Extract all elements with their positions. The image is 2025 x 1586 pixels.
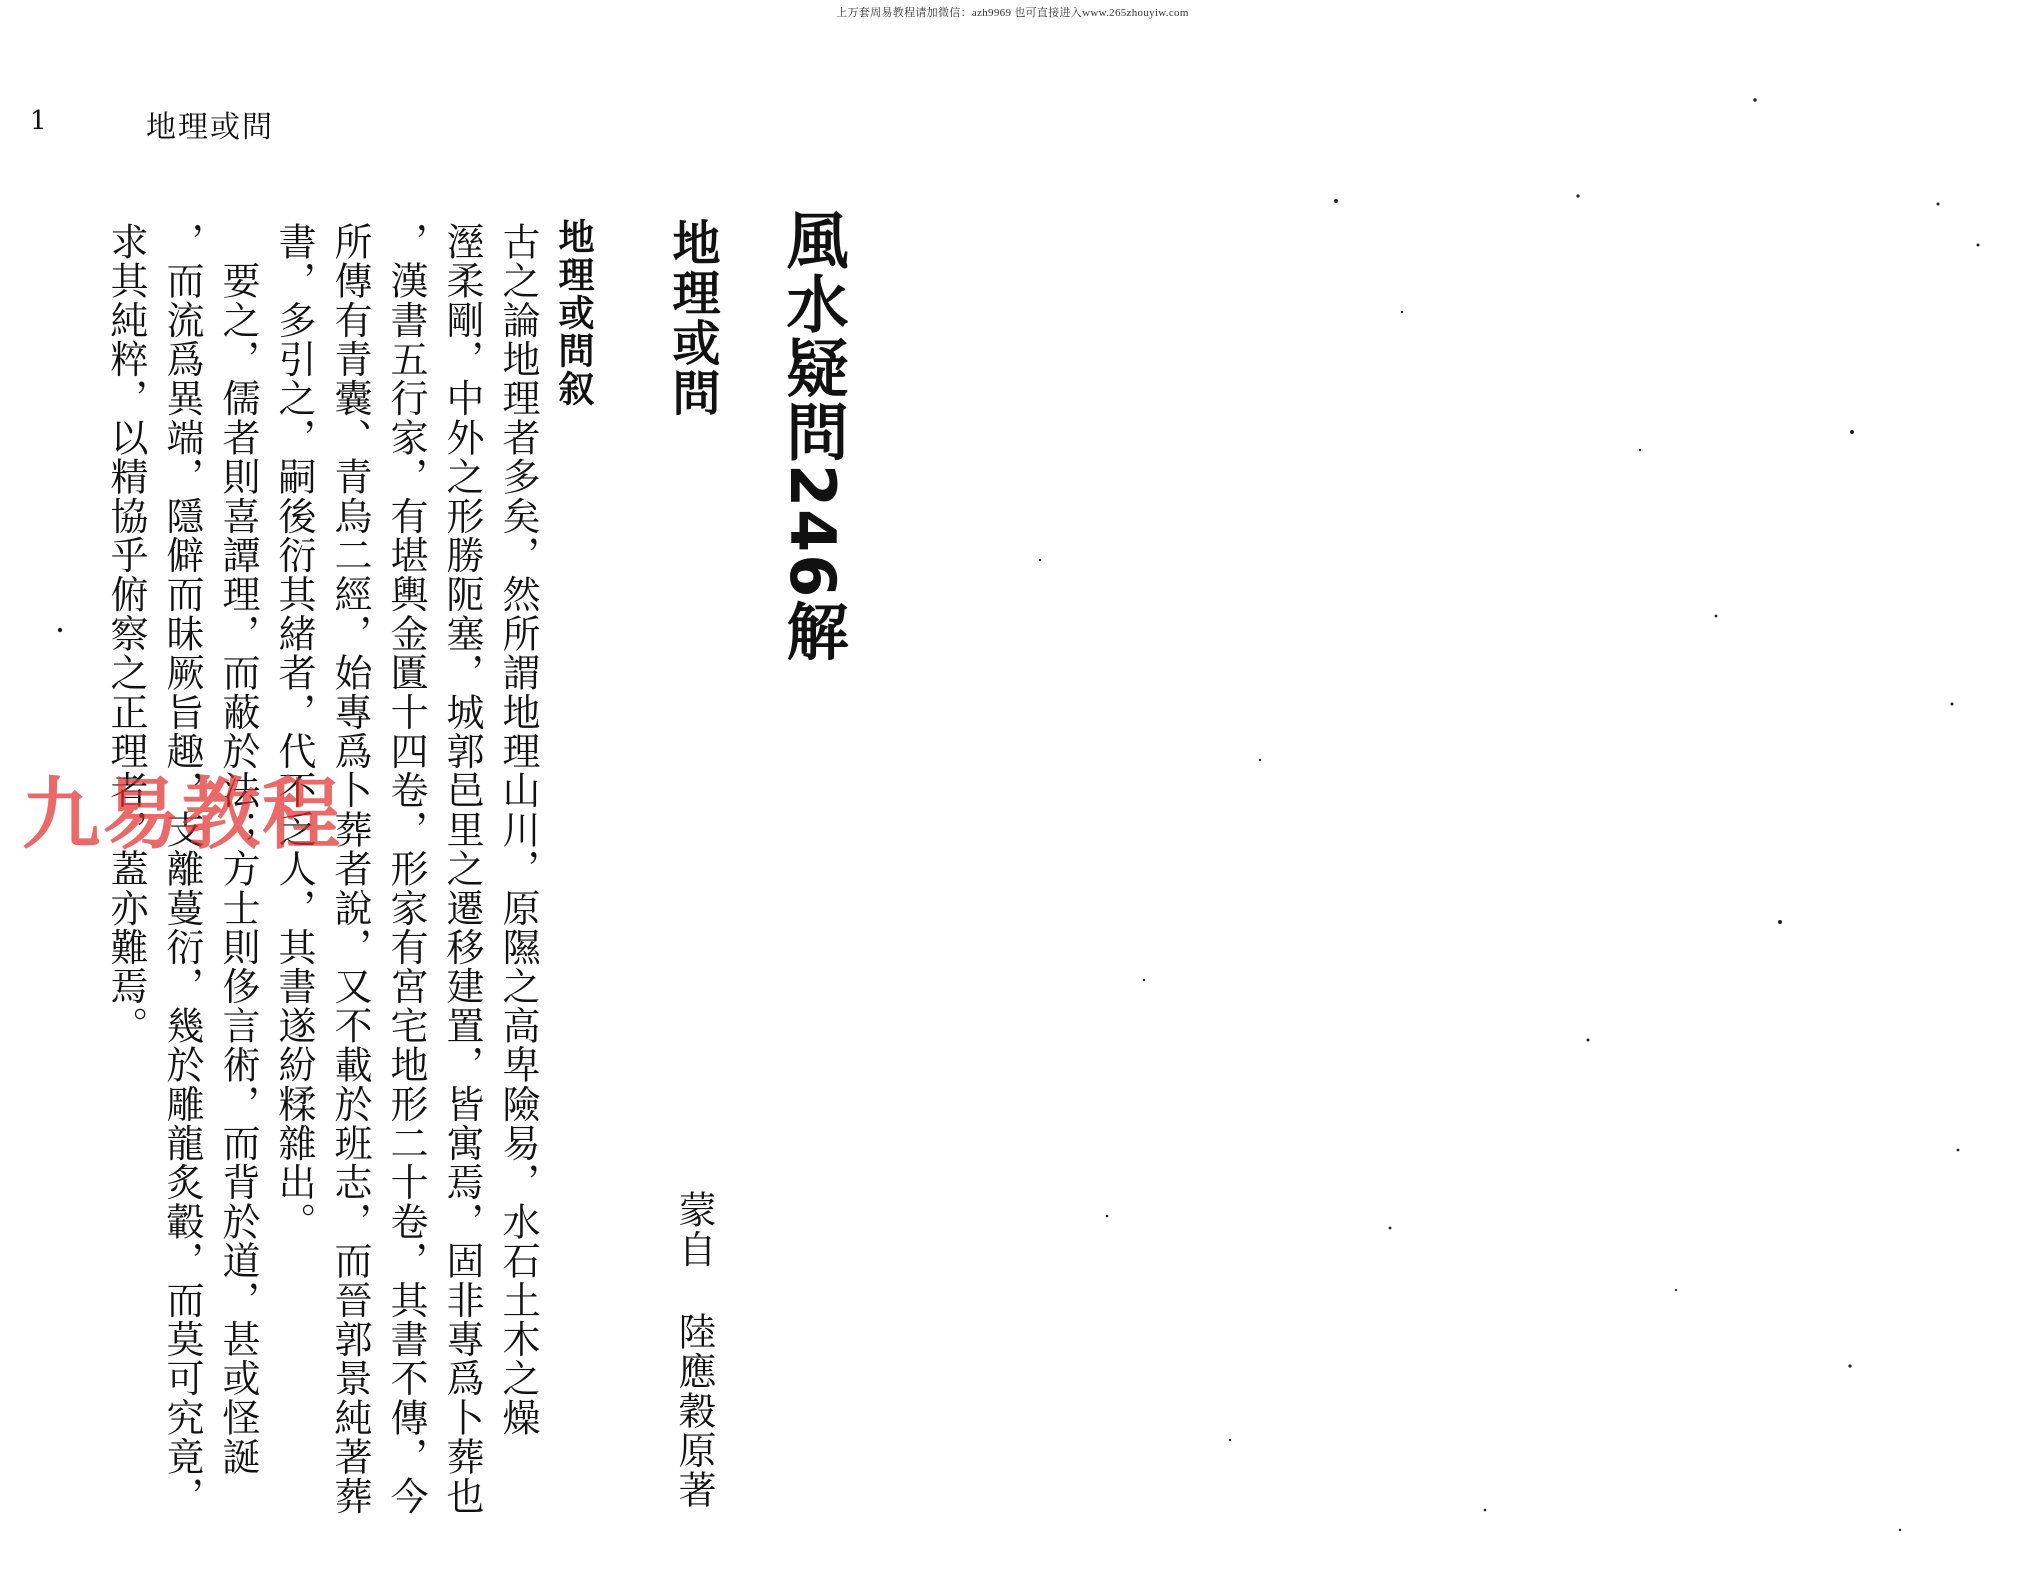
watermark: 九易教程 bbox=[22, 770, 343, 860]
running-title: 地理或問 bbox=[146, 110, 274, 145]
text-column-6: 要之，儒者則喜譚理，而蔽於法；方士則侈言術，而背於道，甚或怪誕 bbox=[216, 222, 260, 1477]
text-column-3: ，漢書五行家，有堪輿金匱十四卷，形家有宮宅地形二十卷，其書不傳，今 bbox=[384, 222, 428, 1516]
section-title: 地理或問 bbox=[664, 218, 720, 418]
book-title: 風水疑問246解 bbox=[776, 208, 849, 664]
author-native-place: 蒙自 bbox=[672, 1190, 716, 1269]
top-note: 上万套周易教程请加微信：azh9969 也可直接进入www.265zhouyiw.com bbox=[836, 7, 1189, 19]
page-number: 1 bbox=[30, 106, 47, 136]
text-column-7: ，而流爲異端，隱僻而昧厥旨趣，支離蔓衍，幾於雕龍炙轂，而莫可究竟， bbox=[160, 222, 204, 1516]
text-column-8: 求其純粹，以精協乎俯察之正理者，蓋亦難焉。 bbox=[104, 222, 148, 1046]
text-column-2: 溼柔剛，中外之形勝阨塞，城郭邑里之遷移建置，皆寓焉，固非專爲卜葬也 bbox=[440, 222, 484, 1516]
preface-title: 地理或問叙 bbox=[553, 218, 594, 408]
text-column-5: 書，多引之，嗣後衍其緒者，代不乏人，其書遂紛糅雜出。 bbox=[272, 222, 316, 1242]
text-column-1: 古之論地理者多矣，然所謂地理山川，原隰之高卑險易，水石土木之燥 bbox=[496, 222, 540, 1438]
text-column-4: 所傳有青囊、青烏二經，始專爲卜葬者說，又不載於班志，而晉郭景純著葬 bbox=[328, 222, 372, 1516]
author-name-credit: 陸應穀原著 bbox=[672, 1312, 716, 1510]
